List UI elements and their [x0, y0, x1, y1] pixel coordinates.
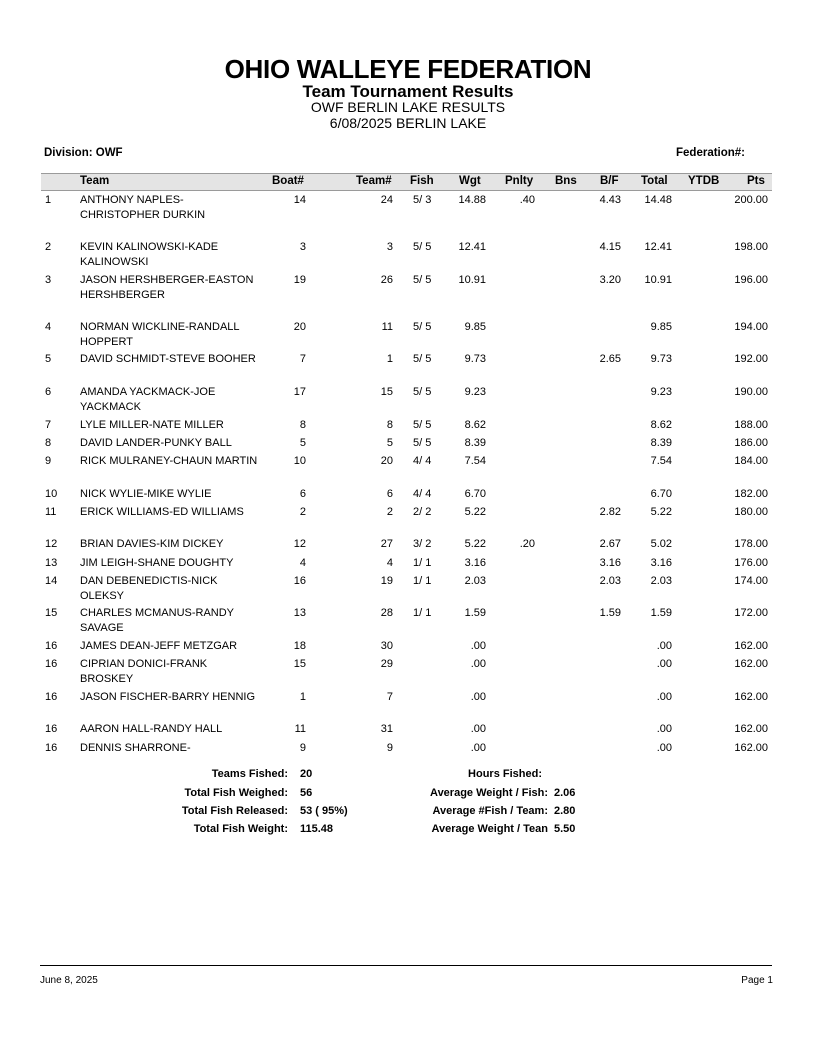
- avg-fish-team-value: 2.80: [554, 805, 576, 817]
- place-cell: 6: [45, 386, 52, 398]
- team-name-cell: BRIAN DAVIES-KIM DICKEY: [80, 538, 224, 550]
- points-cell: 174.00: [734, 575, 768, 587]
- col-bonus: Bns: [555, 175, 577, 187]
- org-title: OHIO WALLEYE FEDERATION: [224, 54, 592, 84]
- place-cell: 16: [45, 658, 58, 670]
- total-cell: 8.39: [650, 437, 672, 449]
- total-cell: 8.62: [650, 419, 672, 431]
- team-number-cell: 7: [386, 691, 393, 703]
- place-cell: 3: [45, 274, 52, 286]
- boat-cell: 12: [293, 538, 306, 550]
- event-date-location: 6/08/2025 BERLIN LAKE: [329, 115, 487, 131]
- weight-cell: .00: [470, 640, 486, 652]
- weight-cell: 14.88: [458, 194, 486, 206]
- weight-cell: 9.73: [464, 353, 486, 365]
- points-cell: 162.00: [734, 658, 768, 670]
- big-fish-cell: 3.20: [599, 274, 621, 286]
- avg-weight-fish-label: Average Weight / Fish:: [430, 787, 548, 799]
- avg-weight-fish-value: 2.06: [554, 787, 576, 799]
- fish-cell: 1/ 1: [413, 607, 432, 619]
- total-cell: .00: [656, 742, 672, 754]
- fish-cell: 3/ 2: [413, 538, 432, 550]
- team-number-cell: 3: [386, 241, 393, 253]
- team-name-cell: KEVIN KALINOWSKI-KADE KALINOWSKI: [80, 241, 219, 268]
- team-number-cell: 28: [380, 607, 393, 619]
- weight-cell: 9.85: [464, 321, 486, 333]
- team-number-cell: 29: [380, 658, 393, 670]
- weight-cell: 1.59: [464, 607, 486, 619]
- fish-cell: 1/ 1: [413, 575, 432, 587]
- boat-cell: 19: [293, 274, 306, 286]
- total-fish-weighed-label: Total Fish Weighed:: [184, 787, 288, 799]
- place-cell: 13: [45, 557, 58, 569]
- total-cell: 12.41: [644, 241, 672, 253]
- team-number-cell: 8: [386, 419, 393, 431]
- place-cell: 16: [45, 723, 58, 735]
- points-cell: 178.00: [734, 538, 768, 550]
- fish-cell: 5/ 5: [413, 274, 432, 286]
- team-number-cell: 26: [380, 274, 393, 286]
- penalty-cell: .40: [519, 194, 535, 206]
- big-fish-cell: 3.16: [599, 557, 621, 569]
- boat-cell: 11: [294, 723, 306, 735]
- total-cell: .00: [656, 658, 672, 670]
- total-cell: 5.02: [650, 538, 672, 550]
- weight-cell: .00: [470, 691, 486, 703]
- points-cell: 196.00: [734, 274, 768, 286]
- col-big-fish: B/F: [600, 175, 619, 187]
- place-cell: 16: [45, 742, 58, 754]
- boat-cell: 7: [299, 353, 306, 365]
- place-cell: 1: [45, 194, 52, 206]
- team-name-cell: DAVID SCHMIDT-STEVE BOOHER: [80, 353, 256, 365]
- division-label: Division: OWF: [44, 147, 123, 159]
- boat-cell: 13: [293, 607, 306, 619]
- weight-cell: .00: [470, 742, 486, 754]
- points-cell: 186.00: [734, 437, 768, 449]
- weight-cell: 5.22: [464, 538, 486, 550]
- total-cell: 9.23: [650, 386, 672, 398]
- total-cell: 9.85: [650, 321, 672, 333]
- total-cell: 10.91: [644, 274, 672, 286]
- points-cell: 162.00: [734, 742, 768, 754]
- weight-cell: 2.03: [464, 575, 486, 587]
- col-total: Total: [641, 175, 668, 187]
- place-cell: 16: [45, 640, 58, 652]
- team-number-cell: 11: [381, 321, 393, 333]
- weight-cell: 5.22: [464, 506, 486, 518]
- team-name-cell: DENNIS SHARRONE-: [80, 742, 191, 754]
- points-cell: 162.00: [734, 640, 768, 652]
- boat-cell: 16: [293, 575, 306, 587]
- place-cell: 4: [45, 321, 52, 333]
- weight-cell: 7.54: [464, 455, 486, 467]
- team-name-cell: AARON HALL-RANDY HALL: [80, 723, 223, 735]
- place-cell: 10: [45, 488, 58, 500]
- boat-cell: 3: [299, 241, 306, 253]
- fish-cell: 4/ 4: [413, 455, 432, 467]
- team-number-cell: 20: [380, 455, 393, 467]
- report-subtitle: Team Tournament Results: [302, 82, 514, 101]
- team-number-cell: 31: [380, 723, 393, 735]
- total-cell: .00: [656, 691, 672, 703]
- team-number-cell: 5: [386, 437, 393, 449]
- team-number-cell: 27: [380, 538, 393, 550]
- boat-cell: 4: [299, 557, 306, 569]
- team-name-cell: NICK WYLIE-MIKE WYLIE: [80, 488, 212, 500]
- boat-cell: 15: [293, 658, 306, 670]
- big-fish-cell: 4.15: [599, 241, 621, 253]
- total-cell: 5.22: [650, 506, 672, 518]
- place-cell: 7: [45, 419, 52, 431]
- points-cell: 188.00: [734, 419, 768, 431]
- fish-cell: 2/ 2: [413, 506, 432, 518]
- big-fish-cell: 1.59: [599, 607, 621, 619]
- boat-cell: 8: [299, 419, 306, 431]
- big-fish-cell: 4.43: [599, 194, 621, 206]
- avg-weight-team-label: Average Weight / Tean: [431, 823, 548, 835]
- event-name: OWF BERLIN LAKE RESULTS: [310, 99, 506, 115]
- place-cell: 2: [45, 241, 52, 253]
- team-number-cell: 2: [386, 506, 393, 518]
- place-cell: 12: [45, 538, 58, 550]
- place-cell: 8: [45, 437, 52, 449]
- points-cell: 200.00: [734, 194, 768, 206]
- boat-cell: 17: [293, 386, 306, 398]
- col-fish: Fish: [410, 175, 434, 187]
- points-cell: 162.00: [734, 691, 768, 703]
- boat-cell: 9: [299, 742, 306, 754]
- boat-cell: 2: [299, 506, 306, 518]
- weight-cell: 8.39: [464, 437, 486, 449]
- total-cell: 7.54: [650, 455, 672, 467]
- team-name-cell: JASON FISCHER-BARRY HENNIG: [80, 691, 256, 703]
- total-cell: 3.16: [650, 557, 672, 569]
- total-fish-weighed-value: 56: [300, 787, 313, 799]
- points-cell: 194.00: [734, 321, 768, 333]
- fish-cell: 5/ 5: [413, 321, 432, 333]
- team-name-cell: CIPRIAN DONICI-FRANK BROSKEY: [80, 658, 208, 685]
- fish-cell: 1/ 1: [413, 557, 432, 569]
- avg-weight-team-value: 5.50: [554, 823, 576, 835]
- penalty-cell: .20: [519, 538, 535, 550]
- weight-cell: .00: [470, 723, 486, 735]
- boat-cell: 5: [299, 437, 306, 449]
- total-fish-weight-value: 115.48: [300, 823, 334, 835]
- total-cell: 2.03: [650, 575, 672, 587]
- fish-cell: 5/ 5: [413, 353, 432, 365]
- place-cell: 15: [45, 607, 58, 619]
- team-number-cell: 15: [380, 386, 393, 398]
- big-fish-cell: 2.67: [599, 538, 621, 550]
- team-number-cell: 9: [386, 742, 393, 754]
- col-boat: Boat#: [272, 175, 304, 187]
- weight-cell: 8.62: [464, 419, 486, 431]
- boat-cell: 18: [293, 640, 306, 652]
- points-cell: 176.00: [734, 557, 768, 569]
- col-points: Pts: [747, 175, 765, 187]
- total-fish-released-value: 53 ( 95%): [300, 805, 348, 817]
- federation-label: Federation#:: [676, 147, 746, 159]
- team-number-cell: 6: [386, 488, 393, 500]
- fish-cell: 5/ 5: [413, 386, 432, 398]
- total-cell: .00: [656, 723, 672, 735]
- fish-cell: 5/ 3: [413, 194, 432, 206]
- col-weight: Wgt: [459, 175, 481, 187]
- hours-fished-label: Hours Fished:: [468, 768, 542, 780]
- points-cell: 172.00: [734, 607, 768, 619]
- points-cell: 190.00: [734, 386, 768, 398]
- footer-divider: [40, 965, 772, 966]
- total-cell: 9.73: [650, 353, 672, 365]
- teams-fished-label: Teams Fished:: [211, 768, 288, 780]
- fish-cell: 4/ 4: [413, 488, 432, 500]
- points-cell: 192.00: [734, 353, 768, 365]
- col-penalty: Pnlty: [505, 175, 534, 187]
- weight-cell: 6.70: [464, 488, 486, 500]
- team-name-cell: JASON HERSHBERGER-EASTON HERSHBERGER: [80, 274, 254, 301]
- weight-cell: 12.41: [458, 241, 486, 253]
- points-cell: 180.00: [734, 506, 768, 518]
- total-cell: 1.59: [650, 607, 672, 619]
- team-name-cell: JAMES DEAN-JEFF METZGAR: [80, 640, 238, 652]
- teams-fished-value: 20: [300, 768, 313, 780]
- fish-cell: 5/ 5: [413, 241, 432, 253]
- col-ytdb: YTDB: [688, 175, 720, 187]
- team-name-cell: RICK MULRANEY-CHAUN MARTIN: [80, 455, 258, 467]
- team-name-cell: ERICK WILLIAMS-ED WILLIAMS: [80, 506, 244, 518]
- team-number-cell: 30: [380, 640, 393, 652]
- weight-cell: 10.91: [458, 274, 486, 286]
- boat-cell: 20: [293, 321, 306, 333]
- points-cell: 184.00: [734, 455, 768, 467]
- total-fish-weight-label: Total Fish Weight:: [193, 823, 288, 835]
- col-team-number: Team#: [356, 175, 392, 187]
- footer-date: June 8, 2025: [40, 975, 98, 986]
- boat-cell: 6: [299, 488, 306, 500]
- team-number-cell: 24: [380, 194, 393, 206]
- big-fish-cell: 2.65: [599, 353, 621, 365]
- points-cell: 182.00: [734, 488, 768, 500]
- team-name-cell: NORMAN WICKLINE-RANDALL HOPPERT: [80, 321, 240, 348]
- team-name-cell: JIM LEIGH-SHANE DOUGHTY: [80, 557, 234, 569]
- team-name-cell: DAN DEBENEDICTIS-NICK OLEKSY: [80, 575, 218, 602]
- fish-cell: 5/ 5: [413, 419, 432, 431]
- team-number-cell: 4: [386, 557, 393, 569]
- weight-cell: 9.23: [464, 386, 486, 398]
- fish-cell: 5/ 5: [413, 437, 432, 449]
- team-number-cell: 1: [386, 353, 393, 365]
- total-cell: 14.48: [644, 194, 672, 206]
- weight-cell: .00: [470, 658, 486, 670]
- team-name-cell: LYLE MILLER-NATE MILLER: [80, 419, 224, 431]
- team-name-cell: AMANDA YACKMACK-JOE YACKMACK: [80, 386, 216, 413]
- big-fish-cell: 2.03: [599, 575, 621, 587]
- footer-page: Page 1: [741, 975, 773, 986]
- col-team: Team: [80, 175, 110, 187]
- weight-cell: 3.16: [464, 557, 486, 569]
- boat-cell: 1: [299, 691, 306, 703]
- boat-cell: 14: [293, 194, 306, 206]
- team-name-cell: ANTHONY NAPLES-CHRISTOPHER DURKIN: [80, 194, 206, 221]
- boat-cell: 10: [293, 455, 306, 467]
- points-cell: 198.00: [734, 241, 768, 253]
- place-cell: 14: [45, 575, 58, 587]
- total-cell: .00: [656, 640, 672, 652]
- team-name-cell: CHARLES MCMANUS-RANDY SAVAGE: [80, 607, 234, 634]
- place-cell: 9: [45, 455, 52, 467]
- avg-fish-team-label: Average #Fish / Team:: [432, 805, 548, 817]
- team-number-cell: 19: [380, 575, 393, 587]
- place-cell: 11: [45, 506, 57, 518]
- total-fish-released-label: Total Fish Released:: [181, 805, 288, 817]
- place-cell: 16: [45, 691, 58, 703]
- points-cell: 162.00: [734, 723, 768, 735]
- total-cell: 6.70: [650, 488, 672, 500]
- place-cell: 5: [45, 353, 52, 365]
- team-name-cell: DAVID LANDER-PUNKY BALL: [80, 437, 232, 449]
- big-fish-cell: 2.82: [599, 506, 621, 518]
